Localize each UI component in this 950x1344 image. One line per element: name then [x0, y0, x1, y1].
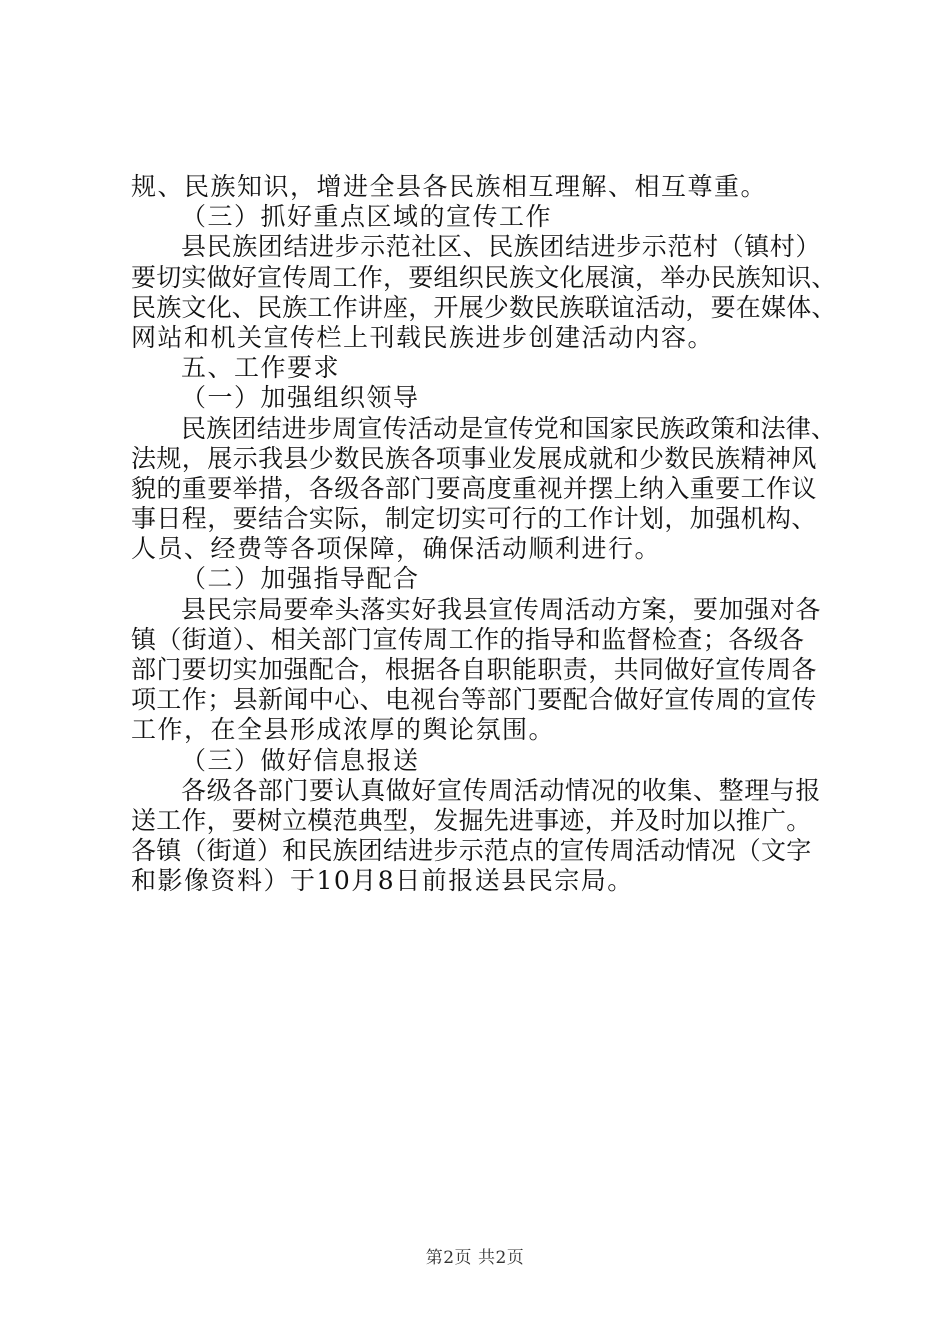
- text-line: 人员、经费等各项保障，确保活动顺利进行。: [131, 534, 662, 564]
- text-line: 各镇（街道）和民族团结进步示范点的宣传周活动情况（文字: [131, 836, 812, 866]
- text-line: 貌的重要举措，各级各部门要高度重视并摆上纳入重要工作议: [131, 473, 817, 503]
- text-line: 和影像资料）于10月8日前报送县民宗局。: [131, 866, 634, 896]
- text-line: （三）做好信息报送: [181, 745, 420, 775]
- text-line: 法规，展示我县少数民族各项事业发展成就和少数民族精神风: [131, 443, 817, 473]
- text-line: 县民族团结进步示范社区、民族团结进步示范村（镇村）: [181, 232, 822, 262]
- text-line: 五、工作要求: [181, 353, 341, 383]
- text-line: （三）抓好重点区域的宣传工作: [181, 202, 553, 232]
- text-line: 民族文化、民族工作讲座，开展少数民族联谊活动，要在媒体、: [131, 292, 837, 322]
- page-footer: 第2页 共2页: [425, 1248, 525, 1268]
- text-line: 事日程，要结合实际，制定切实可行的工作计划，加强机构、: [131, 504, 817, 534]
- text-line: 网站和机关宣传栏上刊载民族进步创建活动内容。: [131, 322, 715, 352]
- text-line: 民族团结进步周宣传活动是宣传党和国家民族政策和法律、: [181, 413, 837, 443]
- text-line: 各级各部门要认真做好宣传周活动情况的收集、整理与报: [181, 775, 822, 805]
- text-line: 工作，在全县形成浓厚的舆论氛围。: [131, 715, 556, 745]
- text-line: 部门要切实加强配合，根据各自职能职责，共同做好宣传周各: [131, 655, 817, 684]
- text-line: 县民宗局要牵头落实好我县宣传周活动方案，要加强对各: [181, 594, 822, 624]
- text-line: 项工作；县新闻中心、电视台等部门要配合做好宣传周的宣传: [131, 685, 817, 715]
- text-line: 送工作，要树立模范典型，发掘先进事迹，并及时加以推广。: [131, 805, 812, 835]
- text-line: 规、民族知识，增进全县各民族相互理解、相互尊重。: [131, 172, 768, 201]
- text-line: （二）加强指导配合: [181, 564, 420, 594]
- text-line: 镇（街道）、相关部门宣传周工作的指导和监督检查；各级各: [131, 624, 805, 654]
- text-line: （一）加强组织领导: [181, 383, 420, 413]
- text-line: 要切实做好宣传周工作，要组织民族文化展演，举办民族知识、: [131, 262, 837, 292]
- document-body: [131, 172, 837, 897]
